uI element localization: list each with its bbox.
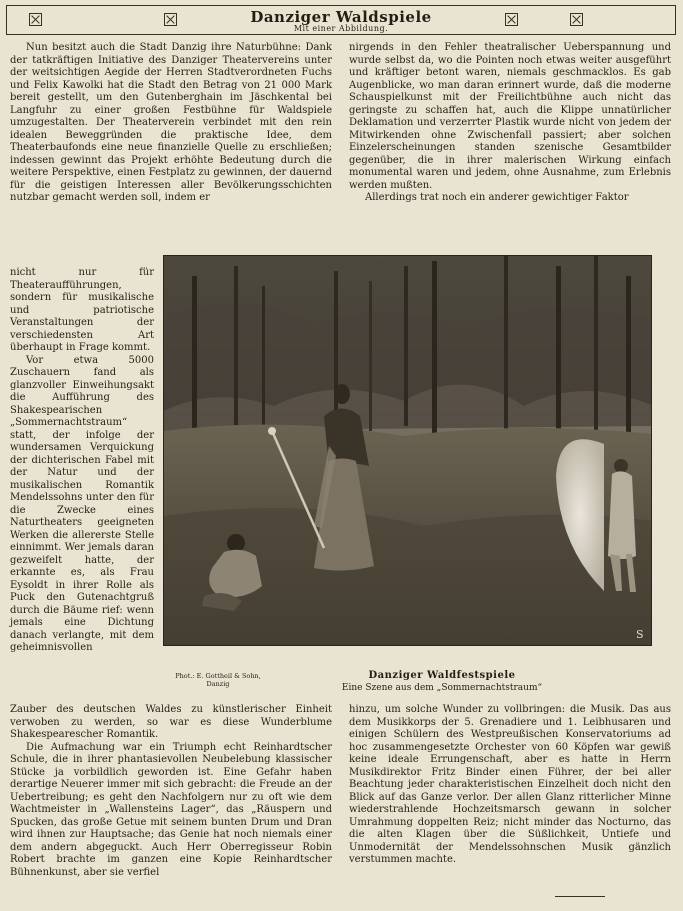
article-title: Danziger Waldspiele	[250, 8, 432, 26]
paragraph: Vor etwa 5000 Zuschauern fand als glanzvoller Einweihungsakt die Aufführung des Shakespearischen „Sommernachtstraum“ statt, der infolge der wundersamen Verquickung der dichterischen Fabel mit der Natur und der musikalischen Romantik Mendelssohns unter den für die Zwecke eines Naturtheaters geeigneten Werken die allererste Stelle einnimmt. Wer jemals daran gezweifelt hatte, der erkannte es, als Frau Eysoldt in ihrer Rolle als Puck den Gutenachtgruß durch die Bäume rief: wenn jemals eine Dichtung danach verlangte, mit dem geheimnisvollen	[10, 354, 154, 653]
column-left-bottom	[10, 704, 332, 879]
article-subtitle: Mit einer Abbildung.	[293, 24, 389, 33]
photo-credit	[163, 672, 273, 688]
scene-photograph	[163, 255, 652, 646]
paragraph: Nun besitzt auch die Stadt Danzig ihre Naturbühne: Dank der tatkräftigen Initiative des Danziger Theatervereins unter der weitsichtigen Aegide der Herren Stadtverordneten Fuchs und Felix Kawolki hat die Stadt den Betrag von 21 000 Mark bereit gestellt, um den Gutenberghain im Jäschkental bei Langfuhr zu einer großen Festbühne für Waldspiele umzugestalten. Der Theaterverein verbindet mit den rein idealen Beweggründen die praktische Idee, dem Theaterbaufonds eine neue finanzielle Quelle zu erschließen; indessen gewinnt das Projekt erhöhte Bedeutung durch die weitere Perspektive, einen Festplatz zu gewinnen, der dauernd für die geistigen Interessen aller Bevölkerungsschichten nutzbar gemacht werden soll, indem er	[10, 42, 332, 203]
photo-drawing	[164, 256, 652, 646]
photo-caption-subtitle: Eine Szene aus dem „Sommernachtstraum“	[341, 683, 543, 693]
paragraph: Allerdings trat noch ein anderer gewichtiger Faktor	[365, 192, 629, 203]
paragraph: hinzu, um solche Wunder zu vollbringen: die Musik. Das aus dem Musikkorps der 5. Grenadiere und 1. Leibhusaren und einigen Schülern des Westpreußischen Konservatoriums ad hoc zusammengesetzte Orchester von 60 Köpfen war gewiß keine ideale Errungenschaft, aber es hatte in Herrn Musikdirektor Fritz Binder einen Führer, der bei aller Beachtung jeder charakteristischen Einzelheit doch nicht den Blick auf das Ganze verlor. Der allen Glanz ritterlicher Minne wiederstrahlende Hochzeitsmarsch gewann in solcher Umrahmung doppelten Reiz; nicht minder das Nocturno, das die alten Klagen über die Süßlichkeit, Untiefe und Unmodernität der Mendelssohnschen Musik gänzlich verstummen machte.	[349, 704, 671, 865]
paragraph: Die Aufmachung war ein Triumph echt Reinhardtscher Schule, die in ihrer phantasievollen Neubelebung klassischer Stücke ja vorbildlich geworden ist. Eine Gefahr haben derartige Neuerer immer mit sich gebracht: die Freude an der Uebertreibung; es geht den Nachfolgern nur zu oft wie dem Wachtmeister in „Wallensteins Lager“, das „Räuspern und Spucken, das große Getue mit seinem bunten Drum und Dran wird ihnen zur Hauptsache; das Genie hat noch niemals einer dem andern abgeguckt. Auch Herr Oberregisseur Robin Robert brachte im ganzen eine Kopie Reinhardtscher Bühnenkunst, aber sie verfiel	[10, 741, 332, 878]
photo-caption-title: Danziger Waldfestspiele	[368, 670, 516, 681]
photo-credit-city: Danzig	[206, 680, 230, 688]
column-left-narrow	[10, 267, 154, 655]
paragraph: nicht nur für Theateraufführungen, sondern für musikalische und patriotische Veranstaltungen der verschiedensten Art überhaupt in Frage kommt.	[10, 267, 154, 353]
photo-credit-line: Phot.: E. Gottheil & Sohn,	[175, 672, 261, 680]
page-header	[6, 5, 676, 35]
paragraph: Zauber des deutschen Waldes zu künstlerischer Einheit verwoben zu werden, so war es diese Wunderblume Shakespearescher Romantik.	[10, 704, 332, 740]
column-left-top	[10, 42, 332, 205]
column-right-top	[349, 42, 671, 205]
end-rule	[555, 896, 605, 897]
column-right-bottom	[349, 704, 671, 867]
photo-monogram: S	[636, 628, 644, 641]
paragraph: nirgends in den Fehler theatralischer Ueberspannung und wurde selbst da, wo die Pointen noch etwas weiter ausgeführt und kräftiger betont waren, niemals geschmacklos. Es gab Augenblicke, wo man daran erinnert wurde, daß die moderne Schauspielkunst mit der Freilichtbühne auch nicht das geringste zu schaffen hat, auch die Klippe unnatürlicher Deklamation und verzerrter Plastik wurde nicht von jedem der Mitwirkenden ohne Zwischenfall passiert; aber solchen Einzelerscheinungen standen szenische Gesamtbilder gegenüber, die in ihrer malerischen Wirkung einfach monumental waren und jedem, ohne Ausnahme, zum Erlebnis werden mußten.	[349, 42, 671, 191]
